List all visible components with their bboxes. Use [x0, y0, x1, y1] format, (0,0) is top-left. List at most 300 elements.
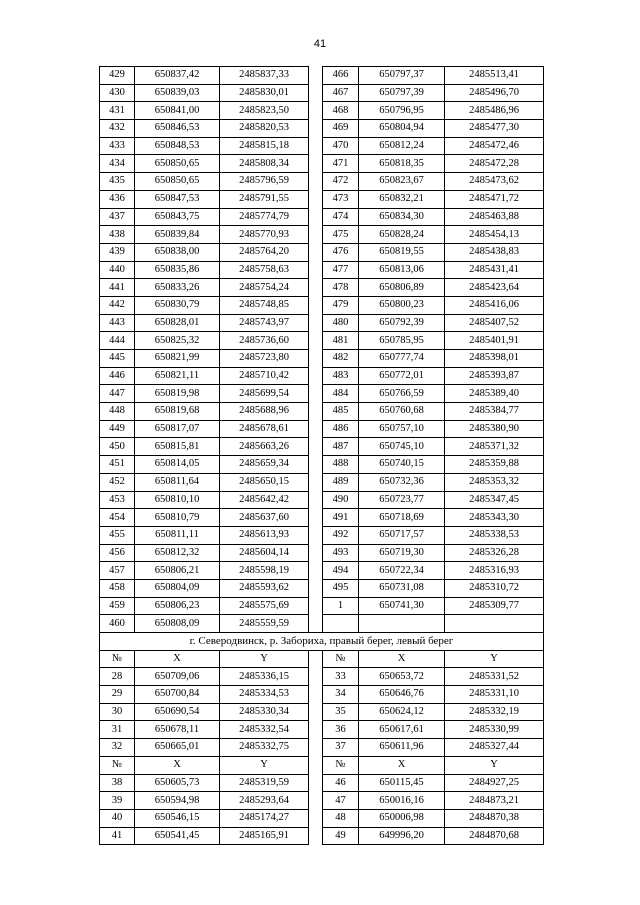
- column-header-y: Y: [220, 756, 309, 774]
- table-row: [100, 792, 544, 810]
- cell-y: 2485416,06: [445, 296, 544, 314]
- column-header-x: X: [359, 756, 445, 774]
- table-row: [100, 120, 544, 138]
- table-row: [100, 774, 544, 792]
- cell-y: 2485678,61: [220, 420, 309, 438]
- cell-num: 40: [100, 809, 135, 827]
- table-row: [100, 190, 544, 208]
- cell-y: 2484873,21: [445, 792, 544, 810]
- cell-x: 650812,24: [359, 137, 445, 155]
- cell-x: 650850,65: [135, 173, 220, 191]
- table-row: [100, 226, 544, 244]
- cell-x: 650839,03: [135, 84, 220, 102]
- column-header-y: Y: [220, 650, 309, 668]
- cell-num: 429: [100, 67, 135, 85]
- column-gap: [309, 279, 323, 297]
- cell-num: 431: [100, 102, 135, 120]
- column-gap: [309, 544, 323, 562]
- column-gap: [309, 491, 323, 509]
- table-row: [100, 332, 544, 350]
- cell-x: 650843,75: [135, 208, 220, 226]
- cell-num: 46: [323, 774, 359, 792]
- cell-x: 650757,10: [359, 420, 445, 438]
- column-header-x: X: [135, 650, 220, 668]
- cell-num: 473: [323, 190, 359, 208]
- page-number: 41: [313, 38, 327, 50]
- column-header-x: X: [135, 756, 220, 774]
- cell-y: 2485471,72: [445, 190, 544, 208]
- cell-y: 2485380,90: [445, 420, 544, 438]
- cell-num: 482: [323, 350, 359, 368]
- cell-x: 650732,36: [359, 473, 445, 491]
- cell-x: 650819,68: [135, 403, 220, 421]
- cell-y: 2485774,79: [220, 208, 309, 226]
- cell-y: 2485331,10: [445, 686, 544, 704]
- cell-x: 650808,09: [135, 615, 220, 633]
- cell-x: 650806,23: [135, 597, 220, 615]
- cell-num: 39: [100, 792, 135, 810]
- column-gap: [309, 615, 323, 633]
- table-row: [100, 84, 544, 102]
- cell-num: 48: [323, 809, 359, 827]
- cell-num: 490: [323, 491, 359, 509]
- cell-num: 459: [100, 597, 135, 615]
- cell-y: 2485642,42: [220, 491, 309, 509]
- cell-y: 2484927,25: [445, 774, 544, 792]
- cell-y: 2485353,32: [445, 473, 544, 491]
- cell-y: 2485334,53: [220, 686, 309, 704]
- cell-x: 650839,84: [135, 226, 220, 244]
- cell-y: 2485604,14: [220, 544, 309, 562]
- table-row: [100, 615, 544, 633]
- cell-x: 650811,11: [135, 526, 220, 544]
- cell-num: 453: [100, 491, 135, 509]
- cell-num: 491: [323, 509, 359, 527]
- cell-y: 2485401,91: [445, 332, 544, 350]
- cell-y: 2485637,60: [220, 509, 309, 527]
- table-row: [100, 544, 544, 562]
- cell-num: 28: [100, 668, 135, 686]
- table-row: [100, 597, 544, 615]
- table-row: [100, 279, 544, 297]
- cell-x: 650653,72: [359, 668, 445, 686]
- table-row: [100, 296, 544, 314]
- column-header-y: Y: [445, 650, 544, 668]
- cell-x: 650541,45: [135, 827, 220, 845]
- column-gap: [309, 509, 323, 527]
- cell-y: 2485650,15: [220, 473, 309, 491]
- cell-x: 650546,15: [135, 809, 220, 827]
- cell-x: 650796,95: [359, 102, 445, 120]
- table-row: [100, 721, 544, 739]
- column-gap: [309, 650, 323, 668]
- table-row: [100, 438, 544, 456]
- cell-x: 650665,01: [135, 739, 220, 757]
- cell-x: 650848,53: [135, 137, 220, 155]
- cell-num: 31: [100, 721, 135, 739]
- cell-num: 480: [323, 314, 359, 332]
- cell-y: 2485309,77: [445, 597, 544, 615]
- cell-y: 2485330,34: [220, 703, 309, 721]
- cell-x: 650817,07: [135, 420, 220, 438]
- table-row: [100, 739, 544, 757]
- cell-y: 2485496,70: [445, 84, 544, 102]
- cell-y: 2485174,27: [220, 809, 309, 827]
- cell-y: 2485326,28: [445, 544, 544, 562]
- header-row: [100, 650, 544, 668]
- cell-x: 650646,76: [359, 686, 445, 704]
- cell-num: 35: [323, 703, 359, 721]
- cell-num: 492: [323, 526, 359, 544]
- table-row: [100, 579, 544, 597]
- cell-y: 2485710,42: [220, 367, 309, 385]
- cell-x: 650690,54: [135, 703, 220, 721]
- column-gap: [309, 792, 323, 810]
- column-header-y: Y: [445, 756, 544, 774]
- cell-num: 466: [323, 67, 359, 85]
- cell-num: 489: [323, 473, 359, 491]
- column-gap: [309, 703, 323, 721]
- cell-x: 650678,11: [135, 721, 220, 739]
- cell-y: 2485764,20: [220, 243, 309, 261]
- cell-num: 469: [323, 120, 359, 138]
- cell-x: 650800,23: [359, 296, 445, 314]
- cell-y: 2485384,77: [445, 403, 544, 421]
- table-row: [100, 403, 544, 421]
- cell-x: 650709,06: [135, 668, 220, 686]
- cell-x: 650719,30: [359, 544, 445, 562]
- cell-x: 650846,53: [135, 120, 220, 138]
- cell-x: 650828,01: [135, 314, 220, 332]
- table-row: [100, 420, 544, 438]
- cell-y: 2485319,59: [220, 774, 309, 792]
- column-gap: [309, 739, 323, 757]
- cell-x: 650812,32: [135, 544, 220, 562]
- column-gap: [309, 597, 323, 615]
- cell-num: 470: [323, 137, 359, 155]
- cell-num: 442: [100, 296, 135, 314]
- table-row: [100, 473, 544, 491]
- cell-x: 650617,61: [359, 721, 445, 739]
- column-gap: [309, 721, 323, 739]
- cell-num: 452: [100, 473, 135, 491]
- cell-num: 444: [100, 332, 135, 350]
- cell-x: 650832,21: [359, 190, 445, 208]
- column-gap: [309, 403, 323, 421]
- table-row: [100, 509, 544, 527]
- column-gap: [309, 668, 323, 686]
- cell-num: 440: [100, 261, 135, 279]
- cell-x: 650760,68: [359, 403, 445, 421]
- column-gap: [309, 473, 323, 491]
- cell-y: 2485823,50: [220, 102, 309, 120]
- cell-x: 650828,24: [359, 226, 445, 244]
- column-gap: [309, 385, 323, 403]
- table-row: [100, 102, 544, 120]
- table-row: [100, 562, 544, 580]
- cell-num: 467: [323, 84, 359, 102]
- cell-y: 2485736,60: [220, 332, 309, 350]
- cell-num: 30: [100, 703, 135, 721]
- section-title: г. Северодвинск, р. Заборихa, правый берег, левый берег: [100, 633, 544, 651]
- cell-x: 650723,77: [359, 491, 445, 509]
- column-gap: [309, 367, 323, 385]
- column-gap: [309, 526, 323, 544]
- cell-num: 37: [323, 739, 359, 757]
- cell-num: 433: [100, 137, 135, 155]
- cell-num: 448: [100, 403, 135, 421]
- cell-num: 488: [323, 456, 359, 474]
- cell-num: 32: [100, 739, 135, 757]
- column-header-x: X: [359, 650, 445, 668]
- cell-x: 650818,35: [359, 155, 445, 173]
- cell-y: 2484870,68: [445, 827, 544, 845]
- cell-y: 2485454,13: [445, 226, 544, 244]
- column-gap: [309, 827, 323, 845]
- cell-x: 650772,01: [359, 367, 445, 385]
- cell-num: 455: [100, 526, 135, 544]
- cell-num: 434: [100, 155, 135, 173]
- cell-x: 650797,37: [359, 67, 445, 85]
- column-gap: [309, 332, 323, 350]
- cell-y: 2485463,88: [445, 208, 544, 226]
- cell-y: 2485477,30: [445, 120, 544, 138]
- column-gap: [309, 173, 323, 191]
- cell-num: 1: [323, 597, 359, 615]
- table-row: [100, 155, 544, 173]
- column-header-num: №: [100, 756, 135, 774]
- cell-x: 650806,21: [135, 562, 220, 580]
- cell-y: 2485389,40: [445, 385, 544, 403]
- cell-y: 2485359,88: [445, 456, 544, 474]
- cell-y: 2485343,30: [445, 509, 544, 527]
- cell-num: 430: [100, 84, 135, 102]
- column-gap: [309, 84, 323, 102]
- cell-num: 449: [100, 420, 135, 438]
- cell-y: 2485613,93: [220, 526, 309, 544]
- cell-x: 650605,73: [135, 774, 220, 792]
- section-row: [100, 633, 544, 651]
- column-gap: [309, 155, 323, 173]
- cell-y: 2485472,28: [445, 155, 544, 173]
- cell-y: 2485575,69: [220, 597, 309, 615]
- cell-num: 479: [323, 296, 359, 314]
- cell-x: 650777,74: [359, 350, 445, 368]
- cell-y: 2485431,41: [445, 261, 544, 279]
- column-gap: [309, 420, 323, 438]
- cell-x: 650819,55: [359, 243, 445, 261]
- cell-y: 2485332,75: [220, 739, 309, 757]
- cell-num: 458: [100, 579, 135, 597]
- cell-y: 2485770,93: [220, 226, 309, 244]
- cell-x: 650823,67: [359, 173, 445, 191]
- column-gap: [309, 562, 323, 580]
- column-gap: [309, 226, 323, 244]
- cell-x: 650785,95: [359, 332, 445, 350]
- cell-y: 2485598,19: [220, 562, 309, 580]
- column-gap: [309, 137, 323, 155]
- cell-y: 2485407,52: [445, 314, 544, 332]
- cell-y: 2485748,85: [220, 296, 309, 314]
- cell-num: 445: [100, 350, 135, 368]
- cell-y: 2485371,32: [445, 438, 544, 456]
- cell-num: 477: [323, 261, 359, 279]
- cell-x: 650814,05: [135, 456, 220, 474]
- cell-x: 650717,57: [359, 526, 445, 544]
- cell-x: 650006,98: [359, 809, 445, 827]
- cell-y: 2485332,54: [220, 721, 309, 739]
- header-row: [100, 756, 544, 774]
- column-header-num: №: [100, 650, 135, 668]
- cell-num: 493: [323, 544, 359, 562]
- cell-y: 2485723,80: [220, 350, 309, 368]
- cell-num: 447: [100, 385, 135, 403]
- cell-num: 486: [323, 420, 359, 438]
- cell-num: 435: [100, 173, 135, 191]
- cell-num: [323, 615, 359, 633]
- column-gap: [309, 774, 323, 792]
- cell-num: 468: [323, 102, 359, 120]
- cell-num: 485: [323, 403, 359, 421]
- cell-num: 471: [323, 155, 359, 173]
- cell-y: 2485472,46: [445, 137, 544, 155]
- column-gap: [309, 686, 323, 704]
- table-row: [100, 385, 544, 403]
- cell-num: 451: [100, 456, 135, 474]
- cell-x: 650819,98: [135, 385, 220, 403]
- cell-x: 650838,00: [135, 243, 220, 261]
- cell-x: 650806,89: [359, 279, 445, 297]
- column-gap: [309, 296, 323, 314]
- cell-x: 649996,20: [359, 827, 445, 845]
- cell-num: 432: [100, 120, 135, 138]
- cell-x: 650815,81: [135, 438, 220, 456]
- cell-num: 494: [323, 562, 359, 580]
- cell-y: 2485316,93: [445, 562, 544, 580]
- cell-x: 650810,10: [135, 491, 220, 509]
- cell-x: 650804,09: [135, 579, 220, 597]
- cell-x: 650016,16: [359, 792, 445, 810]
- cell-num: 38: [100, 774, 135, 792]
- table-row: [100, 208, 544, 226]
- cell-x: 650741,30: [359, 597, 445, 615]
- cell-x: 650611,96: [359, 739, 445, 757]
- cell-x: 650740,15: [359, 456, 445, 474]
- cell-y: 2485754,24: [220, 279, 309, 297]
- cell-num: 454: [100, 509, 135, 527]
- column-gap: [309, 350, 323, 368]
- cell-num: 36: [323, 721, 359, 739]
- cell-y: 2485815,18: [220, 137, 309, 155]
- cell-y: 2485423,64: [445, 279, 544, 297]
- cell-y: 2485659,34: [220, 456, 309, 474]
- cell-num: 474: [323, 208, 359, 226]
- cell-num: 437: [100, 208, 135, 226]
- cell-y: 2485663,26: [220, 438, 309, 456]
- cell-num: 446: [100, 367, 135, 385]
- table-row: [100, 809, 544, 827]
- cell-y: 2485165,91: [220, 827, 309, 845]
- cell-x: 650594,98: [135, 792, 220, 810]
- cell-x: 650810,79: [135, 509, 220, 527]
- cell-y: 2484870,38: [445, 809, 544, 827]
- cell-num: 478: [323, 279, 359, 297]
- column-gap: [309, 120, 323, 138]
- cell-num: 457: [100, 562, 135, 580]
- cell-x: 650821,11: [135, 367, 220, 385]
- column-header-num: №: [323, 756, 359, 774]
- cell-num: 481: [323, 332, 359, 350]
- cell-x: 650821,99: [135, 350, 220, 368]
- column-gap: [309, 438, 323, 456]
- cell-x: 650797,39: [359, 84, 445, 102]
- column-gap: [309, 809, 323, 827]
- cell-y: 2485293,64: [220, 792, 309, 810]
- cell-y: 2485699,54: [220, 385, 309, 403]
- column-gap: [309, 756, 323, 774]
- cell-num: 450: [100, 438, 135, 456]
- cell-y: 2485347,45: [445, 491, 544, 509]
- coordinates-table-body: [100, 67, 544, 845]
- table-row: [100, 67, 544, 85]
- table-row: [100, 243, 544, 261]
- cell-y: 2485473,62: [445, 173, 544, 191]
- cell-y: 2485310,72: [445, 579, 544, 597]
- cell-x: 650792,39: [359, 314, 445, 332]
- cell-num: 41: [100, 827, 135, 845]
- cell-num: 29: [100, 686, 135, 704]
- cell-y: 2485486,96: [445, 102, 544, 120]
- column-gap: [309, 102, 323, 120]
- cell-y: 2485331,52: [445, 668, 544, 686]
- cell-x: 650837,42: [135, 67, 220, 85]
- column-gap: [309, 579, 323, 597]
- cell-y: 2485338,53: [445, 526, 544, 544]
- cell-num: 34: [323, 686, 359, 704]
- cell-x: 650804,94: [359, 120, 445, 138]
- coordinates-table: [99, 66, 544, 845]
- column-gap: [309, 243, 323, 261]
- cell-y: 2485830,01: [220, 84, 309, 102]
- cell-y: 2485332,19: [445, 703, 544, 721]
- cell-num: 47: [323, 792, 359, 810]
- cell-x: 650811,64: [135, 473, 220, 491]
- cell-num: 483: [323, 367, 359, 385]
- cell-y: 2485688,96: [220, 403, 309, 421]
- cell-num: 472: [323, 173, 359, 191]
- cell-x: 650835,86: [135, 261, 220, 279]
- cell-num: 456: [100, 544, 135, 562]
- cell-x: 650847,53: [135, 190, 220, 208]
- column-gap: [309, 190, 323, 208]
- cell-y: 2485743,97: [220, 314, 309, 332]
- cell-num: 436: [100, 190, 135, 208]
- cell-y: 2485791,55: [220, 190, 309, 208]
- table-row: [100, 456, 544, 474]
- cell-y: 2485559,59: [220, 615, 309, 633]
- column-gap: [309, 67, 323, 85]
- cell-x: [359, 615, 445, 633]
- cell-num: 487: [323, 438, 359, 456]
- cell-y: 2485398,01: [445, 350, 544, 368]
- cell-y: 2485336,15: [220, 668, 309, 686]
- cell-x: 650624,12: [359, 703, 445, 721]
- cell-num: 438: [100, 226, 135, 244]
- cell-num: 484: [323, 385, 359, 403]
- cell-y: 2485513,41: [445, 67, 544, 85]
- cell-x: 650834,30: [359, 208, 445, 226]
- column-gap: [309, 208, 323, 226]
